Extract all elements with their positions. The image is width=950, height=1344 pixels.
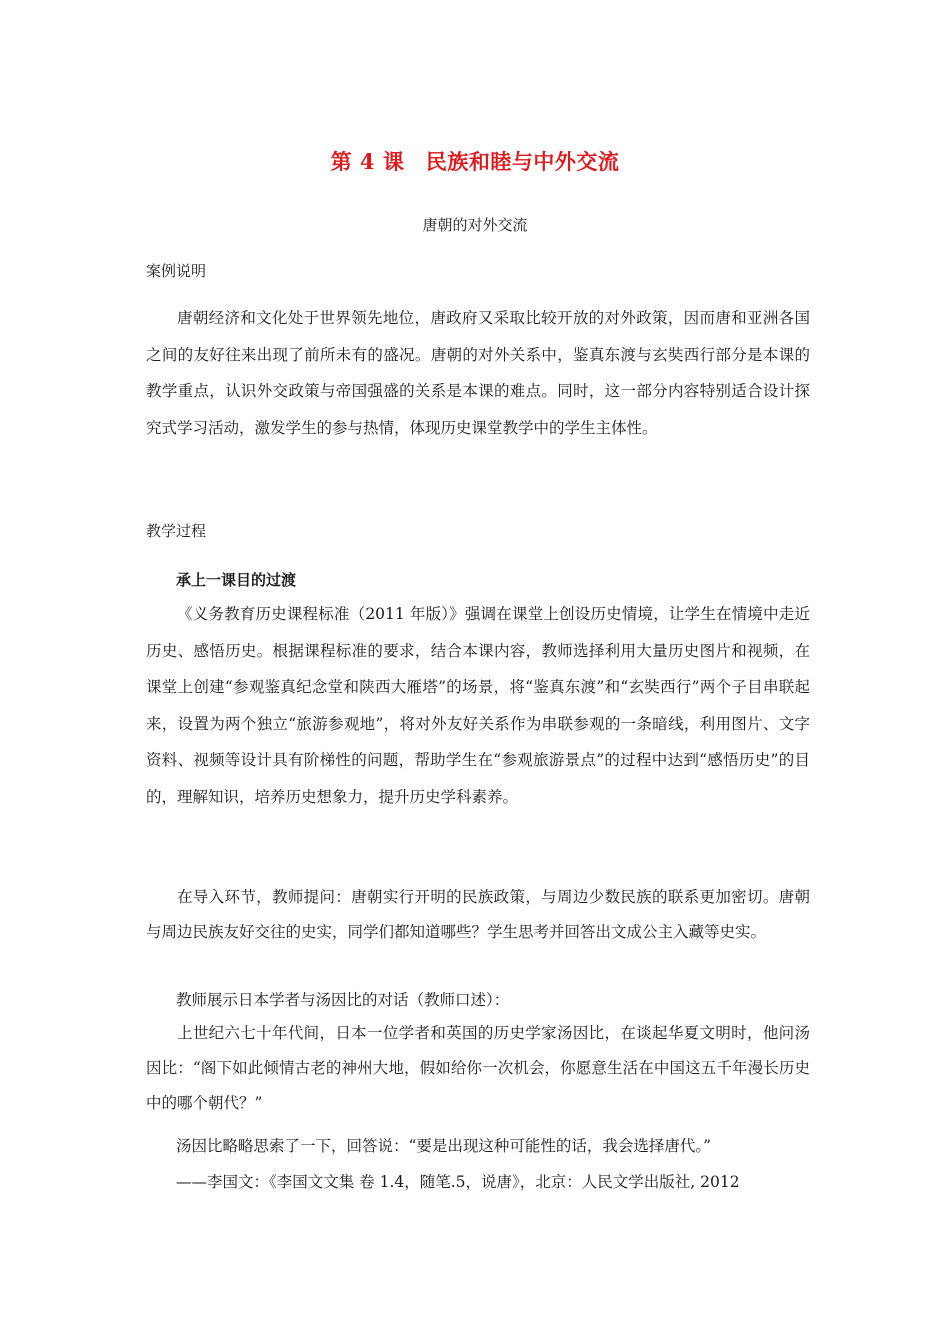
section-heading-case: 案例说明 (146, 262, 207, 280)
toynbee-answer: 汤因比略略思索了一下，回答说：“要是出现这种可能性的话，我会选择唐代。” (176, 1137, 712, 1155)
section-heading-process: 教学过程 (146, 522, 207, 540)
dialogue-paragraph: 上世纪六七十年代间，日本一位学者和英国的历史学家汤因比，在谈起华夏文明时，他问汤因比：“阁下如此倾情古老的神州大地，假如给你一次机会，你愿意生活在中国这五千年漫长历史中的哪个朝代？” (146, 1024, 810, 1112)
transition-paragraph: 《义务教育历史课程标准（2011 年版）》强调在课堂上创设历史情境，让学生在情境中走近历史、感悟历史。根据课程标准的要求，结合本课内容，教师选择利用大量历史图片和视频，在课堂上创建“参观鉴真纪念堂和陕西大雁塔”的场景，将“鉴真东渡”和“玄奘西行”两个子目串联起来，设置为两个独立“旅游参观地”，将对外友好关系作为串联参观的一条暗线，利用图片、文字资料、视频等设计具有阶梯性的问题，帮助学生在“参观旅游景点”的过程中达到“感悟历史”的目的，理解知识，培养历史想象力，提升历史学科素养。 (146, 605, 810, 806)
case-paragraph: 唐朝经济和文化处于世界领先地位，唐政府又采取比较开放的对外政策，因而唐和亚洲各国之间的友好往来出现了前所未有的盛况。唐朝的对外关系中，鉴真东渡与玄奘西行部分是本课的教学重点，认识外交政策与帝国强盛的关系是本课的难点。同时，这一部分内容特别适合设计探究式学习活动，激发学生的参与热情，体现历史课堂教学中的学生主体性。 (146, 309, 810, 437)
dialogue-intro: 教师展示日本学者与汤因比的对话（教师口述）： (176, 991, 510, 1009)
lesson-subtitle: 唐朝的对外交流 (422, 216, 528, 234)
lesson-title: 第 4 课 民族和睦与中外交流 (330, 149, 620, 174)
intro-paragraph: 在导入环节，教师提问：唐朝实行开明的民族政策，与周边少数民族的联系更加密切。唐朝与周边民族友好交往的史实，同学们都知道哪些？学生思考并回答出文成公主入藏等史实。 (146, 888, 810, 941)
subsection-heading-transition: 承上一课目的过渡 (176, 571, 297, 589)
citation: ——李国文：《李国文文集 卷 1.4，随笔.5，说唐》，北京：人民文学出版社, 2012 (176, 1173, 740, 1191)
